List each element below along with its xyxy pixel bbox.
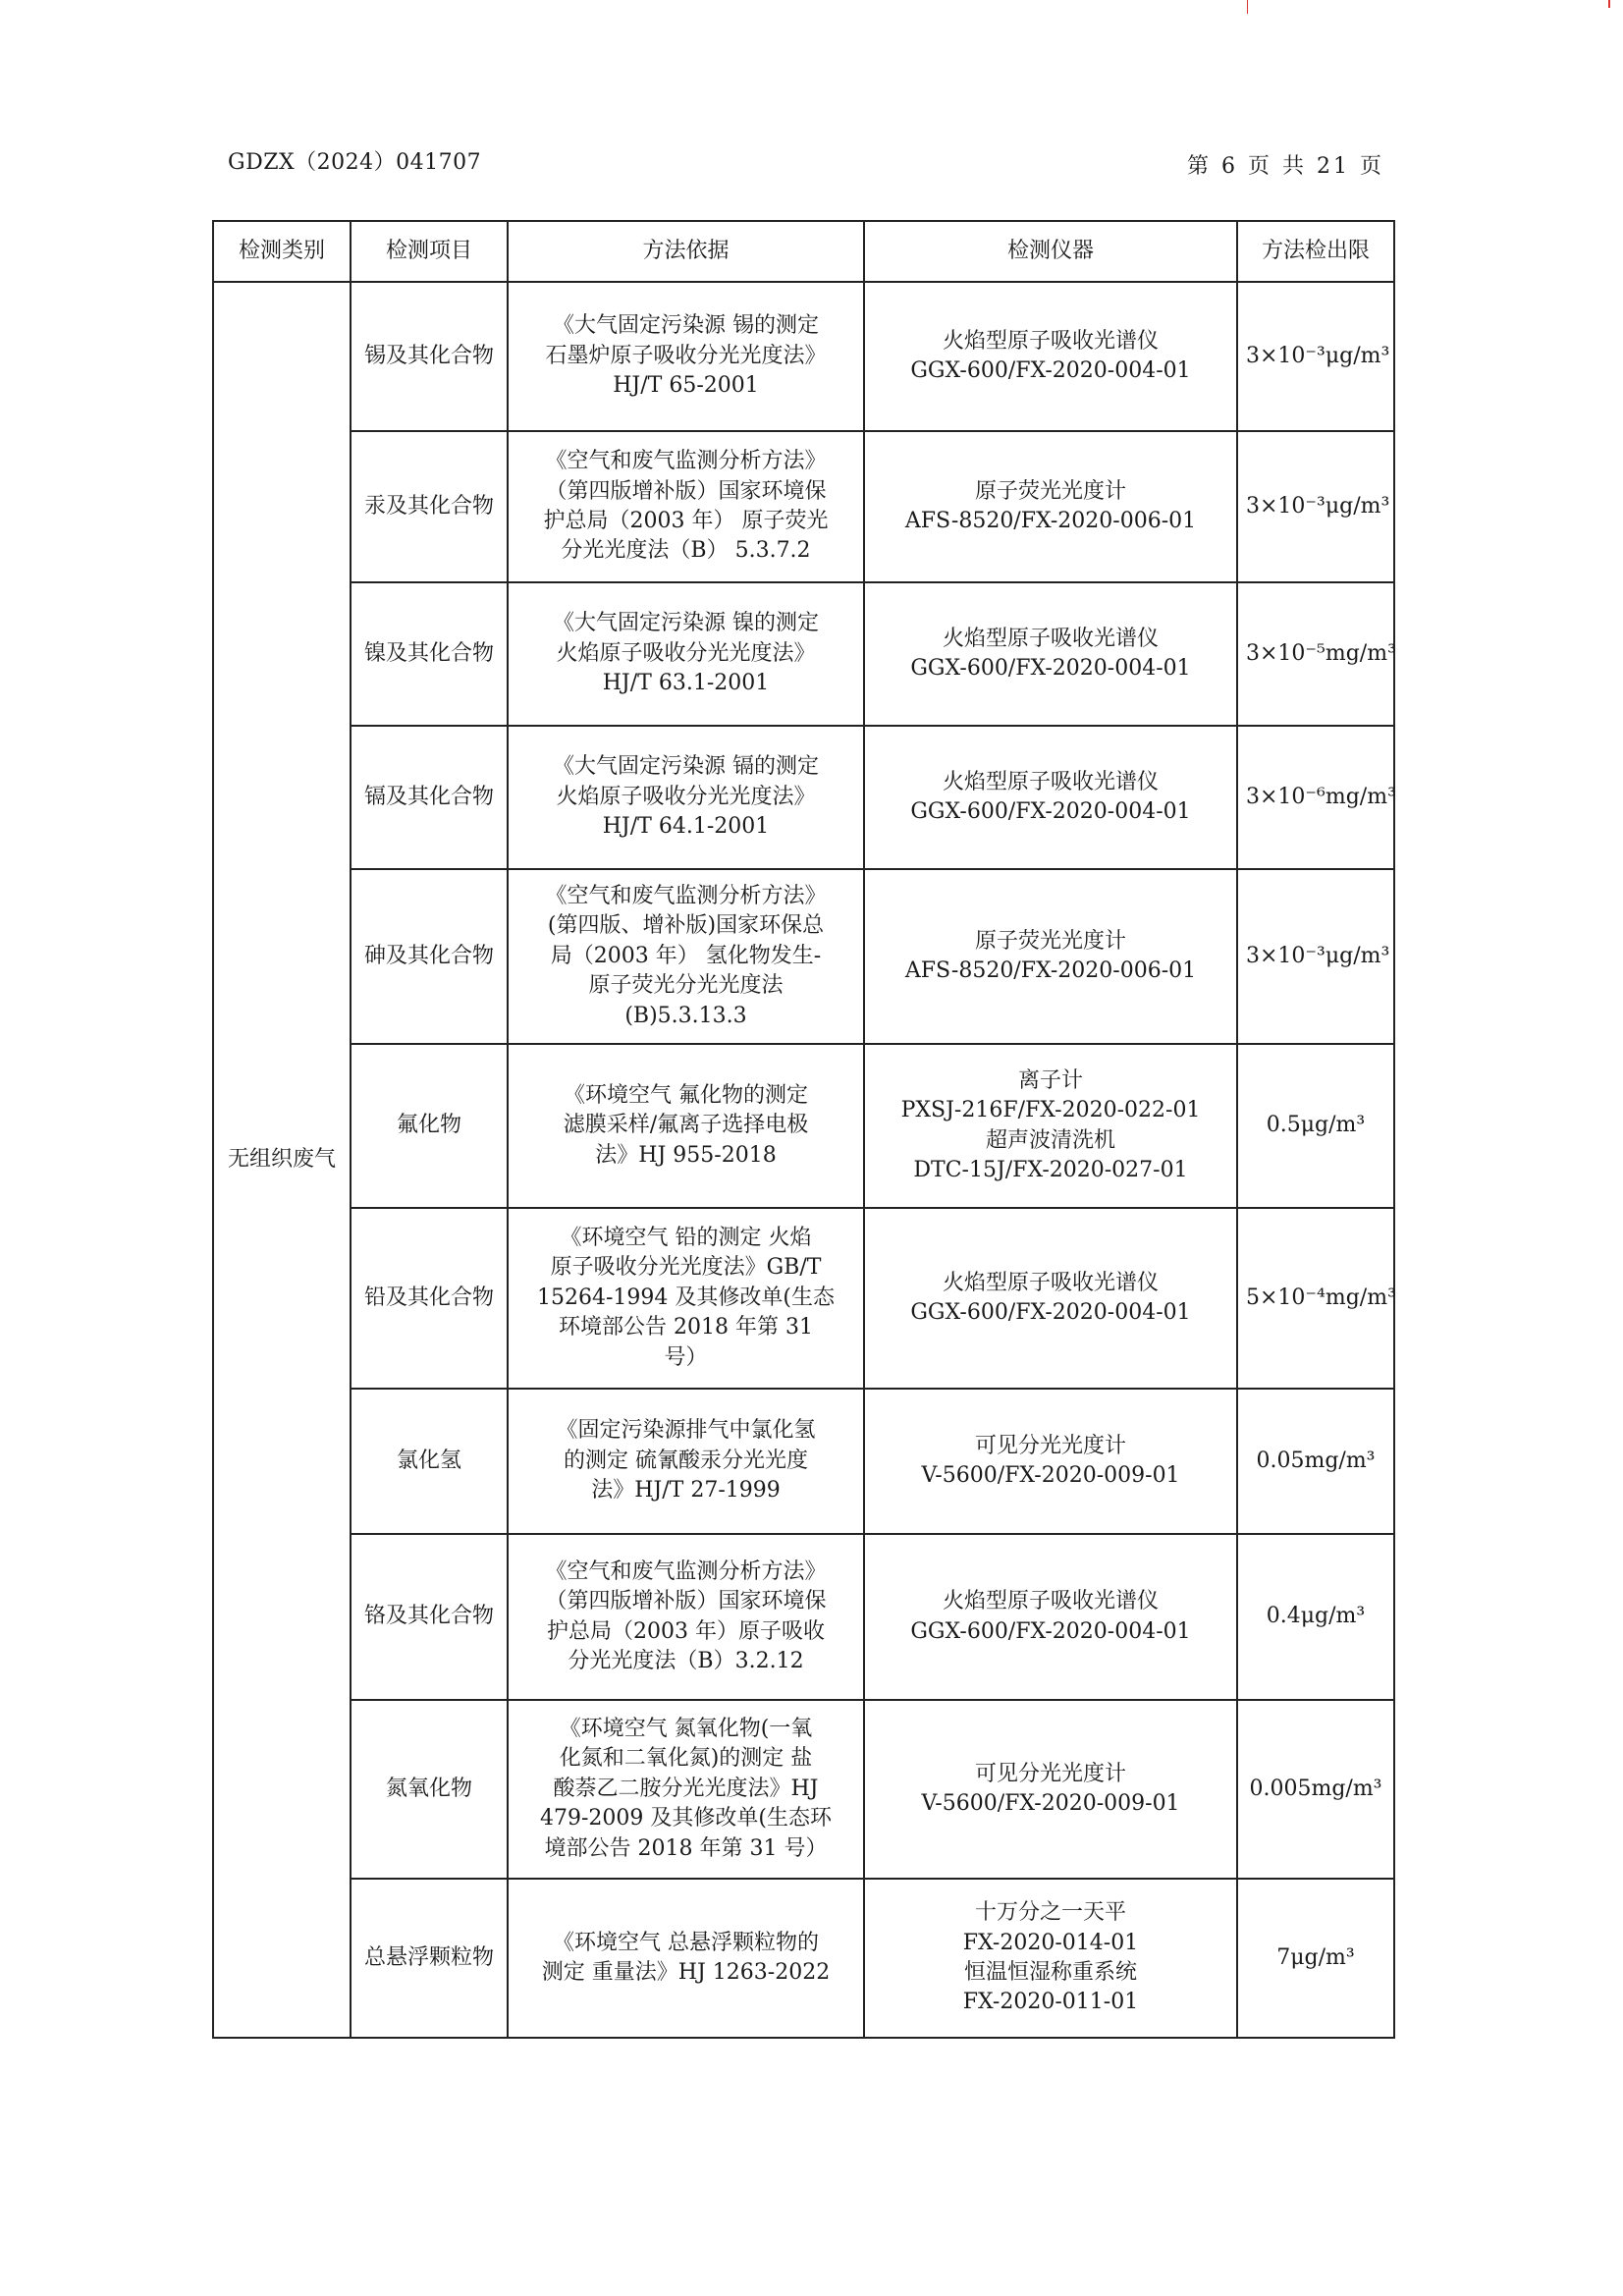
corner-mark xyxy=(1608,0,1610,8)
method-line: 《大气固定污染源 锡的测定 xyxy=(553,313,819,339)
method-line: 479-2009 及其修改单(生态环 xyxy=(540,1806,832,1831)
instrument-line: AFS-8520/FX-2020-006-01 xyxy=(904,509,1197,533)
method-line: 《空气和废气监测分析方法》 xyxy=(545,884,827,909)
column-header-category: 检测类别 xyxy=(213,221,351,282)
item-cell: 锡及其化合物 xyxy=(351,282,508,431)
category-cell: 无组织废气 xyxy=(213,282,351,2038)
instrument-cell xyxy=(864,1208,1237,1389)
method-line: 《大气固定污染源 镉的测定 xyxy=(553,754,819,780)
instrument-line: 原子荧光光度计 xyxy=(974,478,1126,504)
method-line: 《环境空气 铅的测定 火焰 xyxy=(560,1226,812,1251)
instrument-line: DTC-15J/FX-2020-027-01 xyxy=(913,1157,1188,1182)
instrument-line: GGX-600/FX-2020-004-01 xyxy=(910,358,1191,383)
page-number: 第 6 页 共 21 页 xyxy=(1187,154,1384,179)
instrument-line: 火焰型原子吸收光谱仪 xyxy=(942,328,1159,354)
item-cell: 镉及其化合物 xyxy=(351,726,508,869)
method-cell xyxy=(508,1700,864,1879)
instrument-line: 火焰型原子吸收光谱仪 xyxy=(942,626,1159,651)
method-line: 《大气固定污染源 镍的测定 xyxy=(553,611,819,636)
method-line: 《环境空气 氟化物的测定 xyxy=(564,1082,808,1108)
table-row xyxy=(213,726,1394,869)
method-line: 滤膜采样/氟离子选择电极 xyxy=(563,1113,809,1138)
table-row xyxy=(213,1879,1394,2038)
method-cell xyxy=(508,282,864,431)
table-row xyxy=(213,282,1394,431)
limit-cell: 7μg/m³ xyxy=(1237,1879,1394,2038)
method-cell xyxy=(508,726,864,869)
instrument-line: AFS-8520/FX-2020-006-01 xyxy=(904,958,1197,983)
method-line: 环境部公告 2018 年第 31 xyxy=(559,1315,813,1340)
instrument-line: GGX-600/FX-2020-004-01 xyxy=(910,1300,1191,1325)
method-line: 《环境空气 氮氧化物(一氧 xyxy=(559,1717,813,1742)
method-line: 化氮和二氧化氮)的测定 盐 xyxy=(559,1746,813,1772)
method-line: 局（2003 年） 氢化物发生- xyxy=(550,943,822,968)
limit-cell: 0.005mg/m³ xyxy=(1237,1700,1394,1879)
limit-cell: 3×10⁻³μg/m³ xyxy=(1237,869,1394,1044)
method-cell xyxy=(508,1534,864,1700)
instrument-line: 原子荧光光度计 xyxy=(974,928,1126,954)
method-line: 酸萘乙二胺分光光度法》HJ xyxy=(553,1776,819,1801)
report-number: GDZX（2024）041707 xyxy=(228,150,482,175)
instrument-line: 火焰型原子吸收光谱仪 xyxy=(942,769,1159,794)
method-line: 《环境空气 总悬浮颗粒物的 xyxy=(553,1930,819,1955)
table-row xyxy=(213,1700,1394,1879)
method-line: （第四版增补版）国家环境保 xyxy=(545,478,827,504)
instrument-line: 恒温恒湿称重系统 xyxy=(963,1960,1137,1985)
method-line: 护总局（2003 年） 原子荧光 xyxy=(543,509,829,533)
method-line: 境部公告 2018 年第 31 号） xyxy=(544,1835,828,1861)
item-cell: 氟化物 xyxy=(351,1044,508,1208)
instrument-line: 火焰型原子吸收光谱仪 xyxy=(942,1270,1159,1295)
table-row xyxy=(213,1044,1394,1208)
table-header-row xyxy=(213,221,1394,282)
method-line: 护总局（2003 年）原子吸收 xyxy=(547,1618,825,1644)
item-cell: 砷及其化合物 xyxy=(351,869,508,1044)
limit-cell: 0.05mg/m³ xyxy=(1237,1389,1394,1534)
corner-mark xyxy=(1247,0,1248,14)
instrument-line: GGX-600/FX-2020-004-01 xyxy=(910,656,1191,681)
instrument-line: 可见分光光度计 xyxy=(974,1761,1126,1786)
instrument-cell xyxy=(864,282,1237,431)
method-cell xyxy=(508,1879,864,2038)
instrument-line: 超声波清洗机 xyxy=(985,1127,1115,1153)
item-cell: 铅及其化合物 xyxy=(351,1208,508,1389)
method-line: 15264-1994 及其修改单(生态 xyxy=(537,1285,835,1310)
item-cell: 汞及其化合物 xyxy=(351,431,508,582)
instrument-cell xyxy=(864,726,1237,869)
instrument-line: GGX-600/FX-2020-004-01 xyxy=(910,1618,1191,1644)
instrument-line: 火焰型原子吸收光谱仪 xyxy=(942,1589,1159,1614)
method-cell xyxy=(508,431,864,582)
instrument-cell xyxy=(864,1879,1237,2038)
method-line: 的测定 硫氰酸汞分光光度 xyxy=(564,1448,808,1473)
method-line: 《空气和废气监测分析方法》 xyxy=(545,1558,827,1584)
method-line: 《固定污染源排气中氯化氢 xyxy=(556,1418,816,1444)
item-cell: 氯化氢 xyxy=(351,1389,508,1534)
method-line: 火焰原子吸收分光光度法》 xyxy=(556,784,816,809)
column-header-item: 检测项目 xyxy=(351,221,508,282)
method-line: 法》HJ/T 27-1999 xyxy=(591,1478,781,1503)
limit-cell: 3×10⁻⁶mg/m³ xyxy=(1237,726,1394,869)
instrument-line: 十万分之一天平 xyxy=(974,1900,1126,1926)
table-row xyxy=(213,582,1394,726)
method-line: （第四版增补版）国家环境保 xyxy=(545,1589,827,1614)
method-line: HJ/T 63.1-2001 xyxy=(602,671,770,696)
method-line: 号） xyxy=(664,1344,708,1370)
column-header-limit: 方法检出限 xyxy=(1237,221,1394,282)
item-cell: 镍及其化合物 xyxy=(351,582,508,726)
limit-cell: 3×10⁻³μg/m³ xyxy=(1237,282,1394,431)
method-cell xyxy=(508,582,864,726)
method-line: 石墨炉原子吸收分光光度法》 xyxy=(545,343,827,368)
method-line: HJ/T 65-2001 xyxy=(613,373,759,399)
instrument-line: V-5600/FX-2020-009-01 xyxy=(921,1791,1180,1816)
method-cell xyxy=(508,869,864,1044)
method-line: 原子荧光分光光度法 xyxy=(588,973,784,999)
item-cell: 铬及其化合物 xyxy=(351,1534,508,1700)
instrument-cell xyxy=(864,582,1237,726)
instrument-cell xyxy=(864,431,1237,582)
method-line: (B)5.3.13.3 xyxy=(624,1003,747,1028)
table-row xyxy=(213,1208,1394,1389)
table-row xyxy=(213,431,1394,582)
table-row xyxy=(213,1389,1394,1534)
method-cell xyxy=(508,1208,864,1389)
method-cell xyxy=(508,1389,864,1534)
limit-cell: 3×10⁻³μg/m³ xyxy=(1237,431,1394,582)
table-row xyxy=(213,869,1394,1044)
table-row xyxy=(213,1534,1394,1700)
method-line: 分光光度法（B） 5.3.7.2 xyxy=(561,538,811,564)
instrument-cell xyxy=(864,1389,1237,1534)
method-line: HJ/T 64.1-2001 xyxy=(602,814,770,840)
column-header-method: 方法依据 xyxy=(508,221,864,282)
instrument-cell xyxy=(864,869,1237,1044)
instrument-line: GGX-600/FX-2020-004-01 xyxy=(910,799,1191,824)
method-cell xyxy=(508,1044,864,1208)
limit-cell: 0.5μg/m³ xyxy=(1237,1044,1394,1208)
item-cell: 氮氧化物 xyxy=(351,1700,508,1879)
detection-method-table xyxy=(212,220,1395,2039)
instrument-line: FX-2020-014-01 xyxy=(962,1930,1139,1955)
method-line: 火焰原子吸收分光光度法》 xyxy=(556,640,816,666)
method-line: 原子吸收分光光度法》GB/T xyxy=(550,1255,822,1281)
instrument-cell xyxy=(864,1044,1237,1208)
method-line: (第四版、增补版)国家环保总 xyxy=(547,913,825,939)
limit-cell: 3×10⁻⁵mg/m³ xyxy=(1237,582,1394,726)
instrument-cell xyxy=(864,1700,1237,1879)
method-line: 《空气和废气监测分析方法》 xyxy=(545,449,827,474)
method-line: 测定 重量法》HJ 1263-2022 xyxy=(541,1960,831,1985)
method-line: 分光光度法（B）3.2.12 xyxy=(568,1648,804,1673)
limit-cell: 0.4μg/m³ xyxy=(1237,1534,1394,1700)
column-header-instrument: 检测仪器 xyxy=(864,221,1237,282)
instrument-line: 离子计 xyxy=(1017,1067,1083,1093)
method-line: 法》HJ 955-2018 xyxy=(595,1142,777,1168)
instrument-line: FX-2020-011-01 xyxy=(962,1990,1139,2015)
instrument-cell xyxy=(864,1534,1237,1700)
item-cell: 总悬浮颗粒物 xyxy=(351,1879,508,2038)
instrument-line: PXSJ-216F/FX-2020-022-01 xyxy=(900,1098,1201,1123)
limit-cell: 5×10⁻⁴mg/m³ xyxy=(1237,1208,1394,1389)
instrument-line: 可见分光光度计 xyxy=(974,1433,1126,1458)
instrument-line: V-5600/FX-2020-009-01 xyxy=(921,1463,1180,1488)
